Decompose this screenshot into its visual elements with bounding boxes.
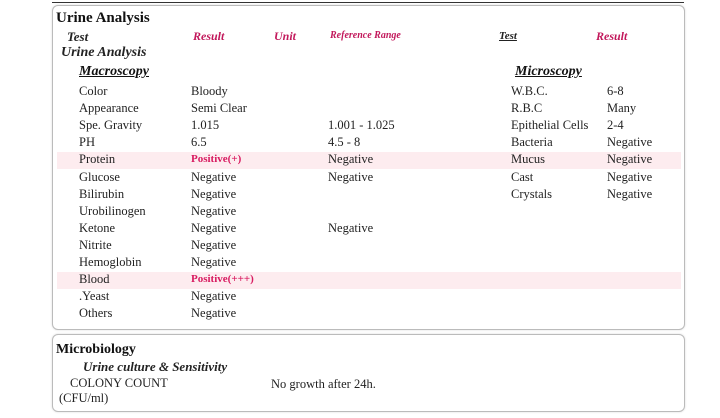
colony-count-result: No growth after 24h.	[271, 377, 376, 391]
macro-test-result: Negative	[191, 187, 237, 201]
macro-test-name: Nitrite	[79, 238, 112, 252]
micro-test-result: Negative	[607, 170, 653, 184]
micro-test-result: 2-4	[607, 118, 624, 132]
micro-test-name: Bacteria	[511, 135, 553, 149]
macro-test-result: Positive(+++)	[191, 273, 254, 285]
macro-test-name: Bilirubin	[79, 187, 125, 201]
macro-test-name: Color	[79, 84, 108, 98]
macro-test-name: Spe. Gravity	[79, 118, 143, 132]
macro-test-name: PH	[79, 135, 95, 149]
subtitle-urine-analysis: Urine Analysis	[61, 45, 147, 60]
header-result: Result	[193, 29, 225, 43]
macro-test-name: Urobilinogen	[79, 204, 146, 218]
header-unit: Unit	[274, 29, 297, 43]
section-title-microbiology: Microbiology	[56, 342, 136, 357]
macro-reference-range: 4.5 - 8	[328, 135, 361, 149]
macro-test-result: Negative	[191, 221, 237, 235]
micro-test-name: W.B.C.	[511, 84, 548, 98]
macro-test-name: .Yeast	[79, 289, 110, 303]
micro-test-name: Mucus	[511, 152, 546, 166]
macro-test-name: Hemoglobin	[79, 255, 142, 269]
macro-test-name: Appearance	[79, 101, 139, 115]
macro-test-result: Bloody	[191, 84, 228, 98]
urine-analysis-card	[52, 5, 685, 330]
micro-test-result: Negative	[607, 135, 653, 149]
macro-test-name: Protein	[79, 152, 116, 166]
section-title-urine: Urine Analysis	[56, 10, 150, 26]
macro-test-result: Positive(+)	[191, 153, 242, 165]
microscopy-label: Microscopy	[515, 64, 582, 79]
header-reference-range: Reference Range	[330, 30, 401, 41]
micro-test-result: 6-8	[607, 84, 624, 98]
macro-test-result: Negative	[191, 289, 237, 303]
header-test: Test	[67, 29, 89, 44]
header-result-right: Result	[596, 29, 628, 43]
top-rule	[52, 2, 684, 3]
subtitle-urine-culture: Urine culture & Sensitivity	[83, 359, 228, 374]
macro-test-name: Ketone	[79, 221, 116, 235]
micro-test-name: Cast	[511, 170, 534, 184]
header-test-right: Test	[499, 30, 517, 42]
macro-test-result: Semi Clear	[191, 101, 247, 115]
macro-reference-range: Negative	[328, 221, 374, 235]
macro-test-name: Glucose	[79, 170, 120, 184]
macro-reference-range: 1.001 - 1.025	[328, 118, 395, 132]
colony-count-label: COLONY COUNT	[70, 376, 168, 390]
colony-count-unit: (CFU/ml)	[59, 391, 109, 405]
micro-test-name: Epithelial Cells	[511, 118, 589, 132]
macro-test-result: 6.5	[191, 135, 207, 149]
macro-test-result: Negative	[191, 255, 237, 269]
micro-test-name: Crystals	[511, 187, 552, 201]
micro-test-result: Many	[607, 101, 637, 115]
micro-test-result: Negative	[607, 152, 653, 166]
macro-test-result: 1.015	[191, 118, 220, 132]
macro-test-result: Negative	[191, 238, 237, 252]
macro-test-result: Negative	[191, 204, 237, 218]
micro-test-name: R.B.C	[511, 101, 543, 115]
macro-test-name: Others	[79, 306, 113, 320]
macro-reference-range: Negative	[328, 152, 374, 166]
macro-reference-range: Negative	[328, 170, 374, 184]
macro-test-result: Negative	[191, 170, 237, 184]
highlight-row-blood	[57, 272, 681, 289]
micro-test-result: Negative	[607, 187, 653, 201]
macroscopy-label: Macroscopy	[79, 64, 149, 79]
macro-test-result: Negative	[191, 306, 237, 320]
microbiology-card	[52, 334, 685, 412]
macro-test-name: Blood	[79, 272, 110, 286]
